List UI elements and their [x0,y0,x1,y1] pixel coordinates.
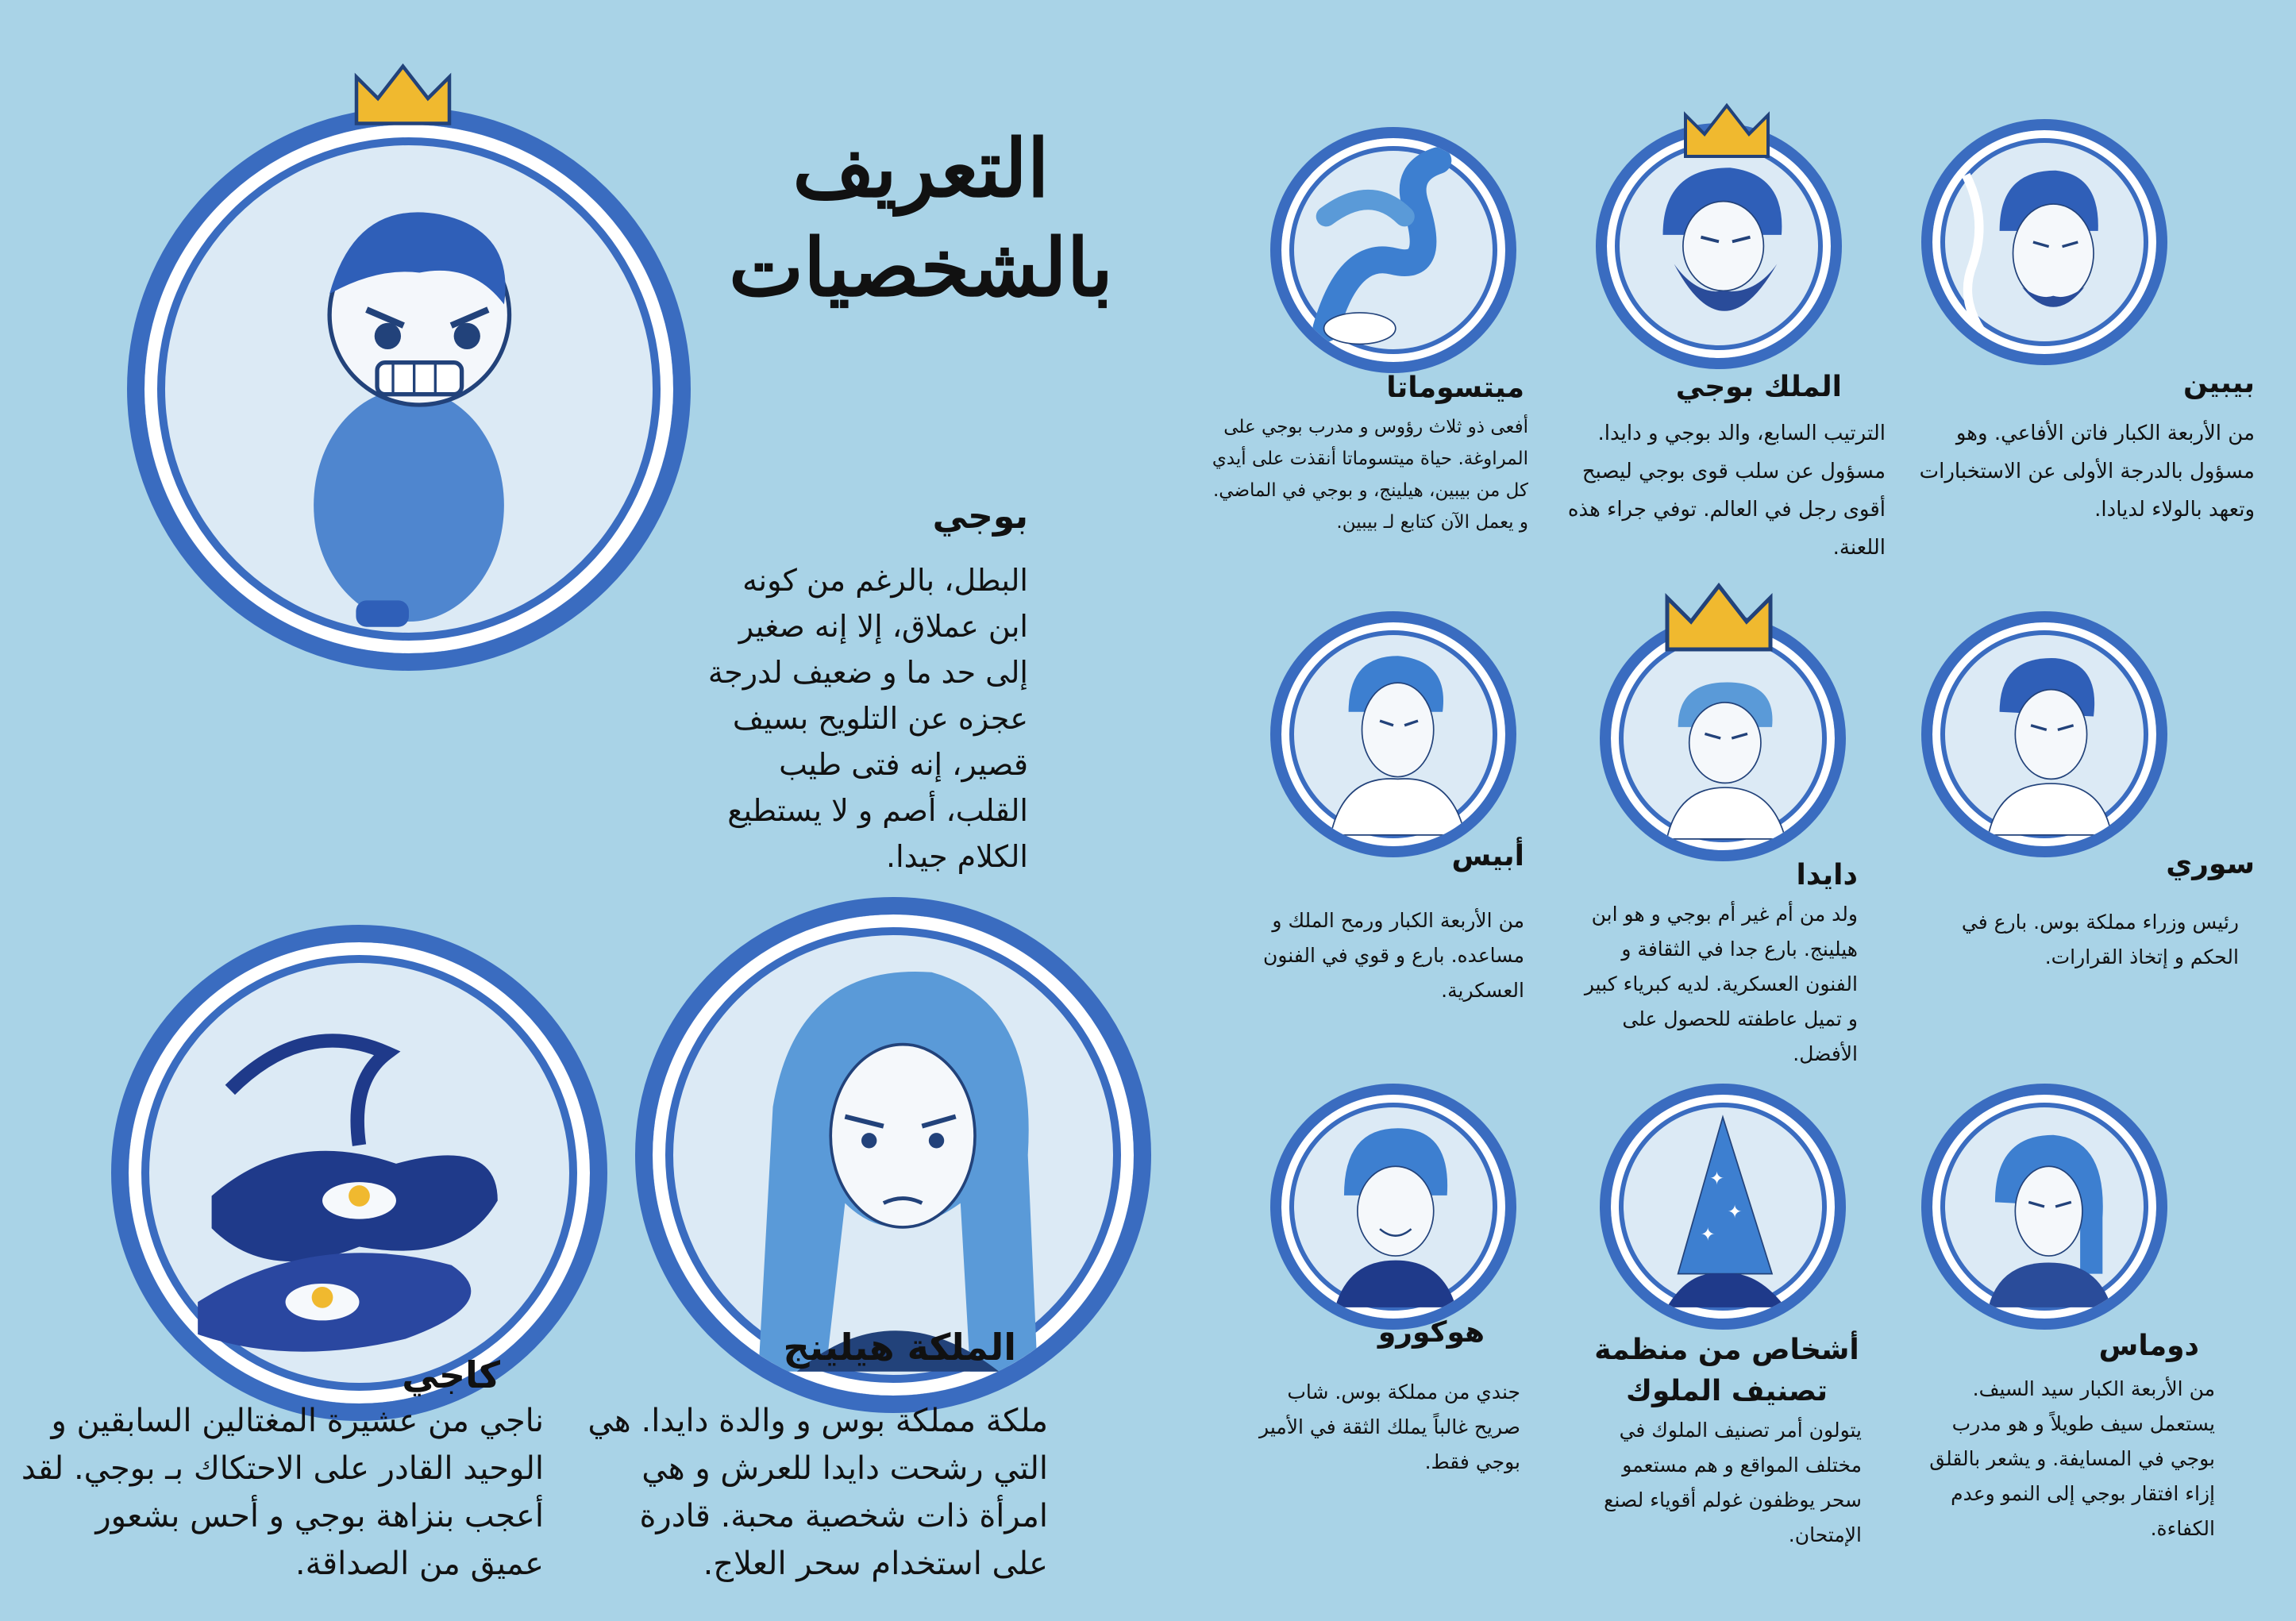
apes-description: من الأربعة الكبار ورمح الملك و مساعده. بارع و قوي في الفنون العسكرية. [1262,909,1524,1002]
ranking-description: يتولون أمر تصنيف الملوك في مختلف المواقع و هم مستعمو سحر يوظفون غولم أقوياء لصنع الإمتحان. [1604,1419,1862,1546]
ranking-name: أشخاص من منظمة تصنيف الملوك [1594,1334,1859,1407]
bebin-name: بيبين [2183,367,2255,399]
domas-illustration [1932,1095,2156,1319]
hokuro-portrait [1270,1084,1516,1330]
domas-portrait [1921,1084,2167,1330]
kage-illustration [129,942,590,1403]
sori-description: رئيس وزراء مملكة بوس. بارع في الحكم و إتخاذ القرارات. [1961,911,2239,968]
boji-description: البطل، بالرغم من كونه ابن عملاق، إلا إنه صغير إلى حد ما و ضعيف لدرجة عجزه عن التلويح بسيف قصير، إنه فتى طيب القلب، أصم و لا يستطيع الكلام جيدا. [707,563,1028,874]
apes-name: أبيس [1451,840,1524,872]
ranking-portrait [1600,1084,1846,1330]
hiling-description: ملكة مملكة بوس و والدة دايدا. هي التي رشحت دايدا للعرش و هي امرأة ذات شخصية محبة. قادرة على استخدام سحر العلاج. [587,1403,1048,1582]
bebin-portrait [1921,119,2167,365]
boji-portrait [127,107,691,671]
apes-illustration [1281,622,1505,846]
king-description: الترتيب السابع، والد بوجي و دايدا. مسؤول عن سلب قوى بوجي ليصبح أقوى رجل في العالم. توفي جراء هذه اللعنة. [1567,422,1886,560]
mitsumata-illustration [1281,138,1505,362]
crown-icon [1659,578,1778,657]
mitsumata-description: أفعى ذو ثلاث رؤوس و مدرب بوجي على المراوغة. حياة ميتسوماتا أنقذت على أيدي كل من بيبين، هيلينج، و بوجي في الماضي. و يعمل الآن كتابع لـ بيبين. [1212,417,1528,533]
sori-portrait [1921,611,2167,857]
crown-icon [349,57,457,133]
hokuro-name: هوكورو [1377,1316,1485,1349]
bebin-illustration [1932,130,2156,354]
kage-description: ناجي من عشيرة المغتالين السابقين و الوحيد القادر على الاحتكاك بـ بوجي. لقد أعجب بنزاهة بوجي و أحس بشعور عميق من الصداقة. [21,1403,544,1582]
boji-illustration [144,125,673,653]
domas-description: من الأربعة الكبار سيد السيف. يستعمل سيف طويلاً و هو مدرب بوجي في المسايفة. و يشعر بالقلق إزاء افتقار بوجي إلى النمو وعدم الكفاءة. [1929,1377,2215,1540]
daida-description: ولد من أم غير أم بوجي و هو ابن هيلينج. بارع جدا في الثقافة و الفنون العسكرية. لديه كبرياء كبير و تميل عاطفته للحصول على الأفضل. [1584,903,1858,1065]
svg-text:✦: ✦ [1700,1224,1716,1246]
daida-illustration [1611,626,1835,850]
crown-icon [1679,99,1774,163]
ranking-illustration [1611,1095,1835,1319]
hokuro-illustration [1281,1095,1505,1319]
mitsumata-portrait [1270,127,1516,373]
page-title: التعريف بالشخصيات [728,121,1114,314]
svg-text:✦: ✦ [1727,1202,1743,1223]
apes-portrait [1270,611,1516,857]
domas-name: دوماس [2098,1330,2199,1362]
hokuro-description: جندي من مملكة بوس. شاب صريح غالباً يملك الثقة في الأمير بوجي فقط. [1259,1380,1520,1473]
kage-portrait [111,925,607,1421]
daida-name: دايدا [1796,859,1858,891]
hiling-name: الملكة هيلينج [783,1326,1016,1369]
king-name: الملك بوجي [1675,371,1842,403]
boji-name: بوجي [932,496,1028,537]
sori-name: سوري [2166,848,2255,880]
svg-text:✦: ✦ [1709,1168,1724,1189]
king-illustration [1607,134,1831,358]
sori-illustration [1932,622,2156,846]
mitsumata-name: ميتسوماتا [1386,372,1524,404]
kage-name: كاجي [402,1353,500,1396]
bebin-description: من الأربعة الكبار فاتن الأفاعي. وهو مسؤول بالدرجة الأولى عن الاستخبارات وتعهد بالولاء لديادا. [1919,422,2255,522]
hiling-illustration [653,914,1134,1396]
